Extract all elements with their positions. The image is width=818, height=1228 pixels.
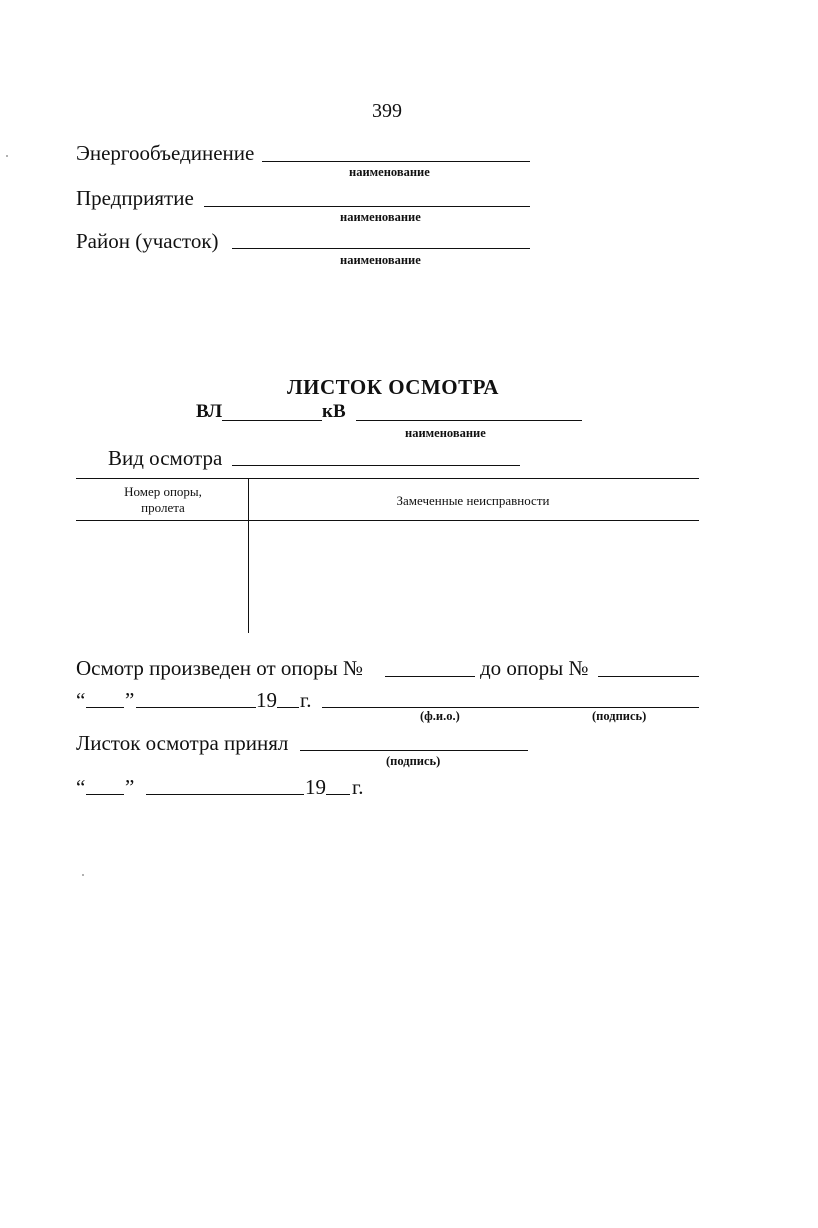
org-caption: наименование	[349, 165, 430, 179]
inspection-type-field[interactable]	[232, 465, 520, 466]
page-number: 399	[372, 100, 402, 122]
date1-year-prefix: 19	[256, 688, 277, 712]
scan-speck	[82, 874, 84, 876]
line-name-caption: наименование	[405, 426, 486, 440]
inspection-type-label: Вид осмотра	[108, 446, 223, 470]
org-label: Энергообъединение	[76, 141, 255, 165]
date2-open-quote: “	[76, 775, 86, 799]
date2-close-quote: ”	[125, 775, 135, 799]
table-column-divider	[248, 478, 249, 633]
date2-day-field[interactable]	[86, 794, 124, 795]
date1-open-quote: “	[76, 688, 86, 712]
line-name-field[interactable]	[356, 420, 582, 421]
from-support-field[interactable]	[385, 676, 475, 677]
to-support-field[interactable]	[598, 676, 699, 677]
district-caption: наименование	[340, 253, 421, 267]
district-label: Район (участок)	[76, 229, 219, 253]
accepted-signature-caption: (подпись)	[386, 754, 441, 768]
col1-header-line2: пролета	[141, 500, 185, 515]
fio-caption: (ф.и.о.)	[420, 709, 460, 723]
vl-label: ВЛ	[196, 401, 223, 422]
enterprise-field[interactable]	[204, 206, 530, 207]
date1-month-field[interactable]	[136, 707, 256, 708]
signature-caption: (подпись)	[592, 709, 647, 723]
from-support-label: Осмотр произведен от опоры №	[76, 656, 364, 680]
vl-field[interactable]	[222, 420, 322, 421]
accepted-by-label: Листок осмотра принял	[76, 731, 289, 755]
date1-day-field[interactable]	[86, 707, 124, 708]
col1-header-line1: Номер опоры,	[124, 484, 202, 499]
org-field[interactable]	[262, 161, 530, 162]
table-header-col1	[80, 484, 246, 516]
district-field[interactable]	[232, 248, 530, 249]
inspector-fio-sign-field[interactable]	[322, 707, 699, 708]
enterprise-caption: наименование	[340, 210, 421, 224]
table-header-rule	[76, 520, 699, 521]
enterprise-label: Предприятие	[76, 186, 194, 210]
table-header-col2: Замеченные неисправности	[396, 493, 550, 508]
date1-close-quote: ”	[125, 688, 135, 712]
date2-year-field[interactable]	[326, 794, 350, 795]
date2-year-suffix: г.	[352, 775, 364, 799]
accepted-by-field[interactable]	[300, 750, 528, 751]
date1-year-suffix: г.	[300, 688, 312, 712]
document-title: ЛИСТОК ОСМОТРА	[287, 375, 499, 399]
scan-speck	[6, 155, 8, 157]
date2-year-prefix: 19	[305, 775, 326, 799]
kv-label: кВ	[322, 401, 346, 422]
to-support-label: до опоры №	[480, 656, 589, 680]
table-top-rule	[76, 478, 699, 479]
date1-year-field[interactable]	[277, 707, 299, 708]
date2-month-field[interactable]	[146, 794, 304, 795]
